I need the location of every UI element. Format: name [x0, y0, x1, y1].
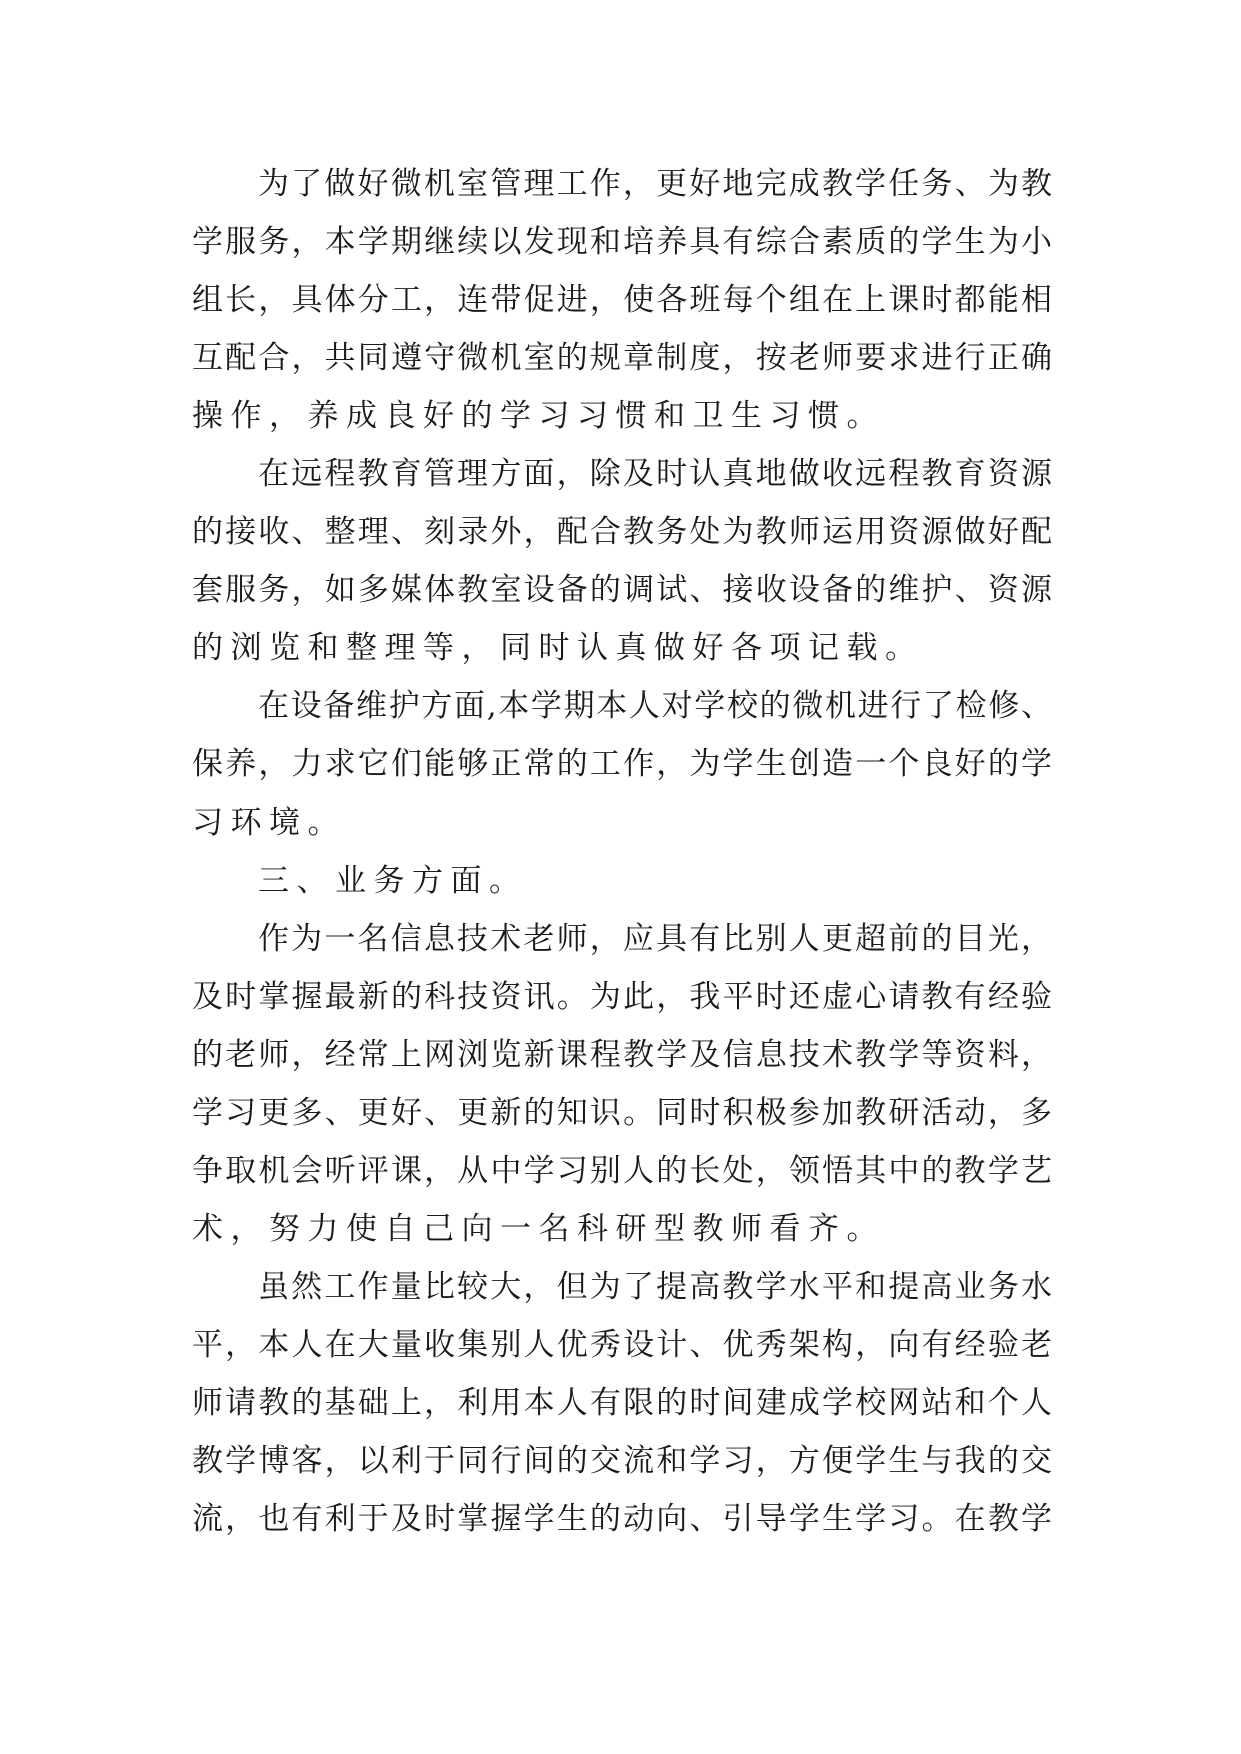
text-line: 师请教的基础上，利用本人有限的时间建成学校网站和个人 [192, 1384, 1052, 1421]
text-line: 三、业务方面。 [258, 862, 528, 899]
text-line: 操作，养成良好的学习习惯和卫生习惯。 [192, 398, 885, 435]
text-line: 套服务，如多媒体教室设备的调试、接收设备的维护、资源 [192, 572, 1052, 609]
text-line: 术，努力使自己向一名科研型教师看齐。 [192, 1210, 885, 1247]
text-line: 流，也有利于及时掌握学生的动向、引导学生学习。在教学 [192, 1501, 1052, 1538]
document-body [192, 155, 1052, 1548]
text-line: 学服务，本学期继续以发现和培养具有综合素质的学生为小 [192, 224, 1052, 261]
text-line: 学习更多、更好、更新的知识。同时积极参加教研活动，多 [192, 1094, 1052, 1131]
text-line: 组长，具体分工，连带促进，使各班每个组在上课时都能相 [192, 282, 1052, 319]
text-line: 的浏览和整理等，同时认真做好各项记载。 [192, 630, 924, 667]
text-line: 平，本人在大量收集别人优秀设计、优秀架构，向有经验老 [192, 1326, 1052, 1363]
text-line: 作为一名信息技术老师，应具有比别人更超前的目光， [258, 920, 1052, 957]
text-line: 教学博客，以利于同行间的交流和学习，方便学生与我的交 [192, 1443, 1052, 1480]
text-line: 争取机会听评课，从中学习别人的长处，领悟其中的教学艺 [192, 1152, 1052, 1189]
text-line: 在远程教育管理方面，除及时认真地做收远程教育资源 [258, 456, 1052, 493]
text-line: 为了做好微机室管理工作，更好地完成教学任务、为教 [258, 166, 1052, 202]
text-line: 互配合，共同遵守微机室的规章制度，按老师要求进行正确 [192, 340, 1052, 377]
text-line: 在设备维护方面,本学期本人对学校的微机进行了检修、 [258, 688, 1052, 725]
text-line: 的接收、整理、刻录外，配合教务处为教师运用资源做好配 [192, 514, 1052, 551]
text-line: 及时掌握最新的科技资讯。为此，我平时还虚心请教有经验 [192, 978, 1052, 1015]
text-line: 保养，力求它们能够正常的工作，为学生创造一个良好的学 [192, 746, 1052, 783]
text-line: 虽然工作量比较大，但为了提高教学水平和提高业务水 [258, 1268, 1052, 1305]
text-line: 的老师，经常上网浏览新课程教学及信息技术教学等资料， [192, 1036, 1052, 1073]
text-line: 习环境。 [192, 804, 346, 841]
